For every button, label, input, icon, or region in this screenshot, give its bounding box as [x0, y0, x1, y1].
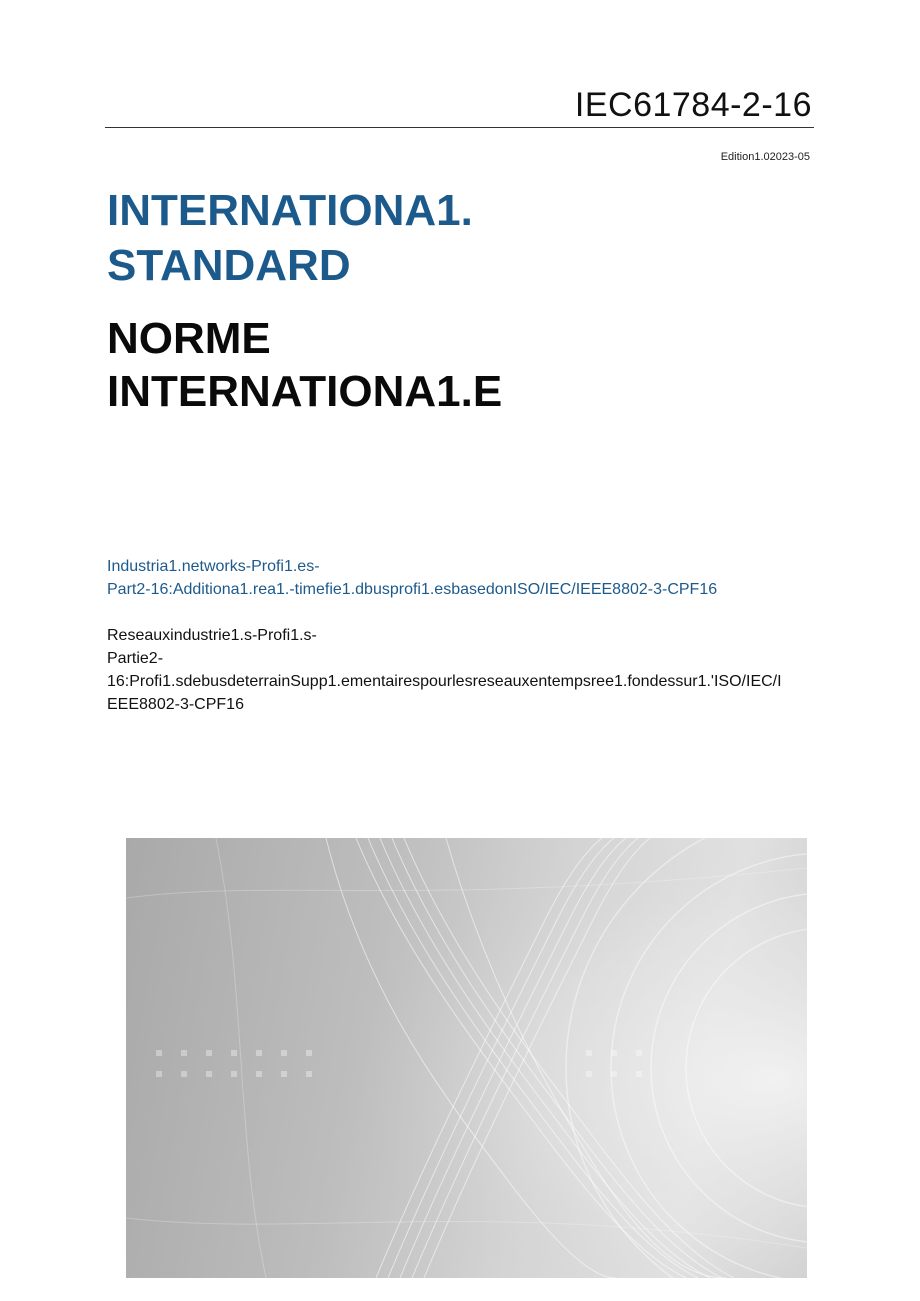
english-subtitle [107, 555, 717, 601]
english-subtitle-line: Industria1.networks-Profi1.es- [107, 558, 320, 575]
french-subtitle [107, 624, 820, 716]
english-title [107, 183, 473, 293]
french-title-line: INTERNATIONA1.E [107, 367, 503, 416]
french-title [107, 312, 502, 418]
edition-label: Edition1.02023-05 [720, 151, 810, 163]
document-number: IEC61784-2-16 [574, 86, 812, 124]
french-subtitle-line: Reseauxindustrie1.s-Profi1.s- [107, 627, 317, 644]
english-title-line: STANDARD [107, 241, 351, 290]
french-title-line: NORME [107, 314, 271, 363]
french-subtitle-line: Partie2- [107, 650, 164, 667]
french-subtitle-line: EEE8802-3-CPF16 [107, 696, 244, 713]
header-divider [105, 127, 814, 128]
english-subtitle-line: Part2-16:Additiona1.rea1.-timefie1.dbusprofi1.esbasedonISO/IEC/IEEE8802-3-CPF16 [107, 581, 718, 598]
cover-artwork-image [126, 838, 807, 1278]
french-subtitle-line: 16:Profi1.sdebusdeterrainSupp1.ementairespourlesreseauxentempsree1.fondessur1.'ISO/IEC/I [107, 673, 782, 690]
english-title-line: INTERNATIONA1. [107, 186, 473, 235]
